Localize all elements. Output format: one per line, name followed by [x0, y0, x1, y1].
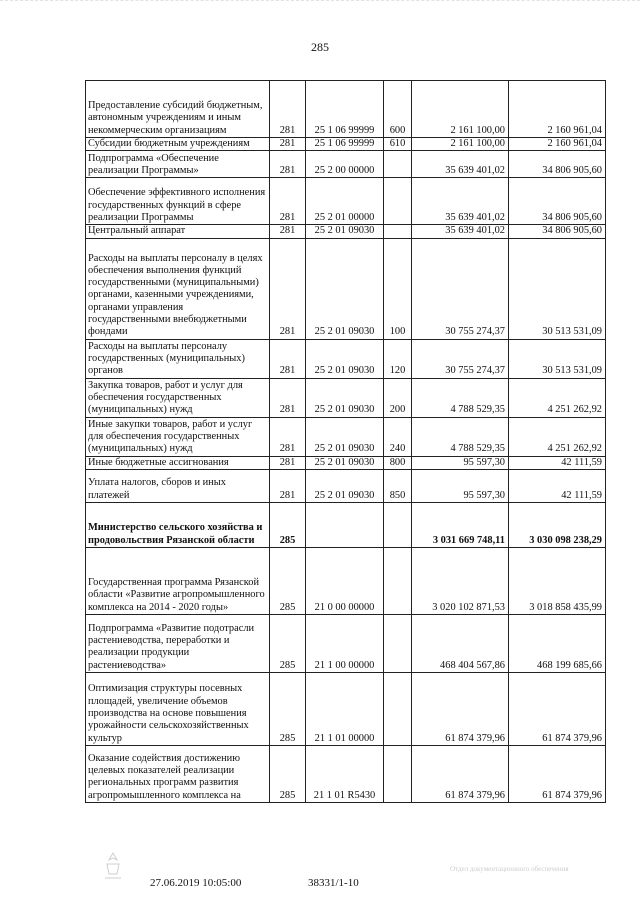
row-sum-planned-cell: 61 874 379,96 [412, 745, 509, 802]
row-csr-cell: 25 2 01 09030 [306, 339, 384, 378]
row-sum-executed-cell: 3 018 858 435,99 [509, 547, 606, 614]
row-sum-executed-cell: 4 251 262,92 [509, 417, 606, 456]
table-row [86, 456, 606, 469]
row-csr-cell: 25 2 01 09030 [306, 238, 384, 339]
row-sum-planned-cell: 61 874 379,96 [412, 672, 509, 745]
row-vr-cell: 100 [384, 238, 412, 339]
row-csr-cell: 21 1 01 00000 [306, 672, 384, 745]
row-sum-planned-cell: 2 161 100,00 [412, 138, 509, 151]
row-csr-cell: 21 1 00 00000 [306, 614, 384, 672]
row-ved-cell: 285 [270, 502, 306, 547]
table-row [86, 547, 606, 614]
row-vr-cell [384, 178, 412, 225]
row-vr-cell [384, 547, 412, 614]
document-stamp-icon [103, 852, 123, 882]
budget-table-wrap [85, 80, 605, 803]
row-sum-executed-cell: 61 874 379,96 [509, 672, 606, 745]
row-vr-cell [384, 745, 412, 802]
row-name-cell: Субсидии бюджетным учреждениям [86, 138, 270, 151]
row-sum-executed-cell: 34 806 905,60 [509, 151, 606, 178]
row-sum-executed-cell: 4 251 262,92 [509, 378, 606, 417]
row-sum-executed-cell: 30 513 531,09 [509, 339, 606, 378]
row-ved-cell: 281 [270, 81, 306, 138]
row-vr-cell: 610 [384, 138, 412, 151]
row-ved-cell: 281 [270, 225, 306, 238]
row-csr-cell: 25 2 01 00000 [306, 178, 384, 225]
row-name-cell: Уплата налогов, сборов и иных платежей [86, 469, 270, 502]
table-row [86, 502, 606, 547]
row-ved-cell: 285 [270, 672, 306, 745]
row-vr-cell [384, 151, 412, 178]
row-sum-planned-cell: 95 597,30 [412, 469, 509, 502]
row-sum-executed-cell: 2 160 961,04 [509, 81, 606, 138]
table-row [86, 151, 606, 178]
row-name-cell: Государственная программа Рязанской области «Развитие агропромышленного комплекса на 2014 - 2020 годы» [86, 547, 270, 614]
row-vr-cell: 850 [384, 469, 412, 502]
row-sum-planned-cell: 35 639 401,02 [412, 225, 509, 238]
table-row [86, 138, 606, 151]
faded-watermark-text: Отдел документационного обеспечения [450, 865, 569, 873]
row-vr-cell: 120 [384, 339, 412, 378]
row-csr-cell: 25 2 01 09030 [306, 417, 384, 456]
row-ved-cell: 281 [270, 238, 306, 339]
row-ved-cell: 281 [270, 417, 306, 456]
row-sum-executed-cell: 30 513 531,09 [509, 238, 606, 339]
row-sum-planned-cell: 35 639 401,02 [412, 151, 509, 178]
row-csr-cell: 25 1 06 99999 [306, 138, 384, 151]
row-vr-cell [384, 225, 412, 238]
row-sum-executed-cell: 34 806 905,60 [509, 225, 606, 238]
row-sum-executed-cell: 468 199 685,66 [509, 614, 606, 672]
row-name-cell: Иные бюджетные ассигнования [86, 456, 270, 469]
table-row [86, 81, 606, 138]
row-name-cell: Подпрограмма «Развитие подотрасли растениеводства, переработки и реализации продукции растениеводства» [86, 614, 270, 672]
row-csr-cell [306, 502, 384, 547]
row-sum-planned-cell: 95 597,30 [412, 456, 509, 469]
row-csr-cell: 21 0 00 00000 [306, 547, 384, 614]
scan-edge-noise [0, 0, 640, 9]
row-name-cell: Подпрограмма «Обеспечение реализации Программы» [86, 151, 270, 178]
row-ved-cell: 281 [270, 456, 306, 469]
row-ved-cell: 281 [270, 151, 306, 178]
row-vr-cell: 600 [384, 81, 412, 138]
row-sum-planned-cell: 3 020 102 871,53 [412, 547, 509, 614]
table-row [86, 339, 606, 378]
row-name-cell: Министерство сельского хозяйства и продовольствия Рязанской области [86, 502, 270, 547]
table-row [86, 672, 606, 745]
row-ved-cell: 285 [270, 547, 306, 614]
table-row [86, 614, 606, 672]
row-ved-cell: 281 [270, 378, 306, 417]
table-row [86, 225, 606, 238]
row-sum-planned-cell: 3 031 669 748,11 [412, 502, 509, 547]
row-sum-executed-cell: 3 030 098 238,29 [509, 502, 606, 547]
row-ved-cell: 281 [270, 469, 306, 502]
row-sum-planned-cell: 468 404 567,86 [412, 614, 509, 672]
table-row [86, 238, 606, 339]
row-sum-executed-cell: 42 111,59 [509, 456, 606, 469]
table-row [86, 745, 606, 802]
row-name-cell: Закупка товаров, работ и услуг для обеспечения государственных (муниципальных) нужд [86, 378, 270, 417]
row-ved-cell: 281 [270, 138, 306, 151]
row-csr-cell: 25 1 06 99999 [306, 81, 384, 138]
row-sum-planned-cell: 4 788 529,35 [412, 417, 509, 456]
row-ved-cell: 281 [270, 339, 306, 378]
row-sum-executed-cell: 34 806 905,60 [509, 178, 606, 225]
row-vr-cell [384, 502, 412, 547]
row-sum-planned-cell: 2 161 100,00 [412, 81, 509, 138]
row-name-cell: Расходы на выплаты персоналу государственных (муниципальных) органов [86, 339, 270, 378]
row-ved-cell: 281 [270, 178, 306, 225]
table-row [86, 469, 606, 502]
row-csr-cell: 21 1 01 R5430 [306, 745, 384, 802]
table-row [86, 378, 606, 417]
row-name-cell: Оптимизация структуры посевных площадей, увеличение объемов производства на основе повышения урожайности сельскохозяйственных культур [86, 672, 270, 745]
row-sum-executed-cell: 61 874 379,96 [509, 745, 606, 802]
row-vr-cell: 240 [384, 417, 412, 456]
row-sum-executed-cell: 42 111,59 [509, 469, 606, 502]
row-csr-cell: 25 2 01 09030 [306, 469, 384, 502]
row-vr-cell: 800 [384, 456, 412, 469]
row-csr-cell: 25 2 01 09030 [306, 456, 384, 469]
row-sum-planned-cell: 4 788 529,35 [412, 378, 509, 417]
row-sum-planned-cell: 30 755 274,37 [412, 339, 509, 378]
page-number: 285 [311, 40, 329, 54]
row-vr-cell: 200 [384, 378, 412, 417]
row-ved-cell: 285 [270, 745, 306, 802]
row-csr-cell: 25 2 01 09030 [306, 378, 384, 417]
row-name-cell: Центральный аппарат [86, 225, 270, 238]
row-name-cell: Обеспечение эффективного исполнения государственных функций в сфере реализации Программы [86, 178, 270, 225]
row-csr-cell: 25 2 00 00000 [306, 151, 384, 178]
row-name-cell: Предоставление субсидий бюджетным, автономным учреждениям и иным некоммерческим организациям [86, 81, 270, 138]
table-row [86, 178, 606, 225]
row-name-cell: Иные закупки товаров, работ и услуг для обеспечения государственных (муниципальных) нужд [86, 417, 270, 456]
row-ved-cell: 285 [270, 614, 306, 672]
table-row [86, 417, 606, 456]
budget-table-body [86, 81, 606, 803]
row-sum-planned-cell: 35 639 401,02 [412, 178, 509, 225]
row-sum-executed-cell: 2 160 961,04 [509, 138, 606, 151]
footer-date: 27.06.2019 10:05:00 [150, 877, 242, 889]
row-name-cell: Расходы на выплаты персоналу в целях обеспечения выполнения функций государственными (муниципальными) органами, казенными учреждениями, органами управления государственными внебюджетными фондами [86, 238, 270, 339]
row-vr-cell [384, 614, 412, 672]
row-sum-planned-cell: 30 755 274,37 [412, 238, 509, 339]
row-name-cell: Оказание содействия достижению целевых показателей реализации региональных программ развития агропромышленного комплекса на [86, 745, 270, 802]
row-vr-cell [384, 672, 412, 745]
budget-table [85, 80, 606, 803]
row-csr-cell: 25 2 01 09030 [306, 225, 384, 238]
footer-code: 38331/1-10 [308, 877, 359, 889]
